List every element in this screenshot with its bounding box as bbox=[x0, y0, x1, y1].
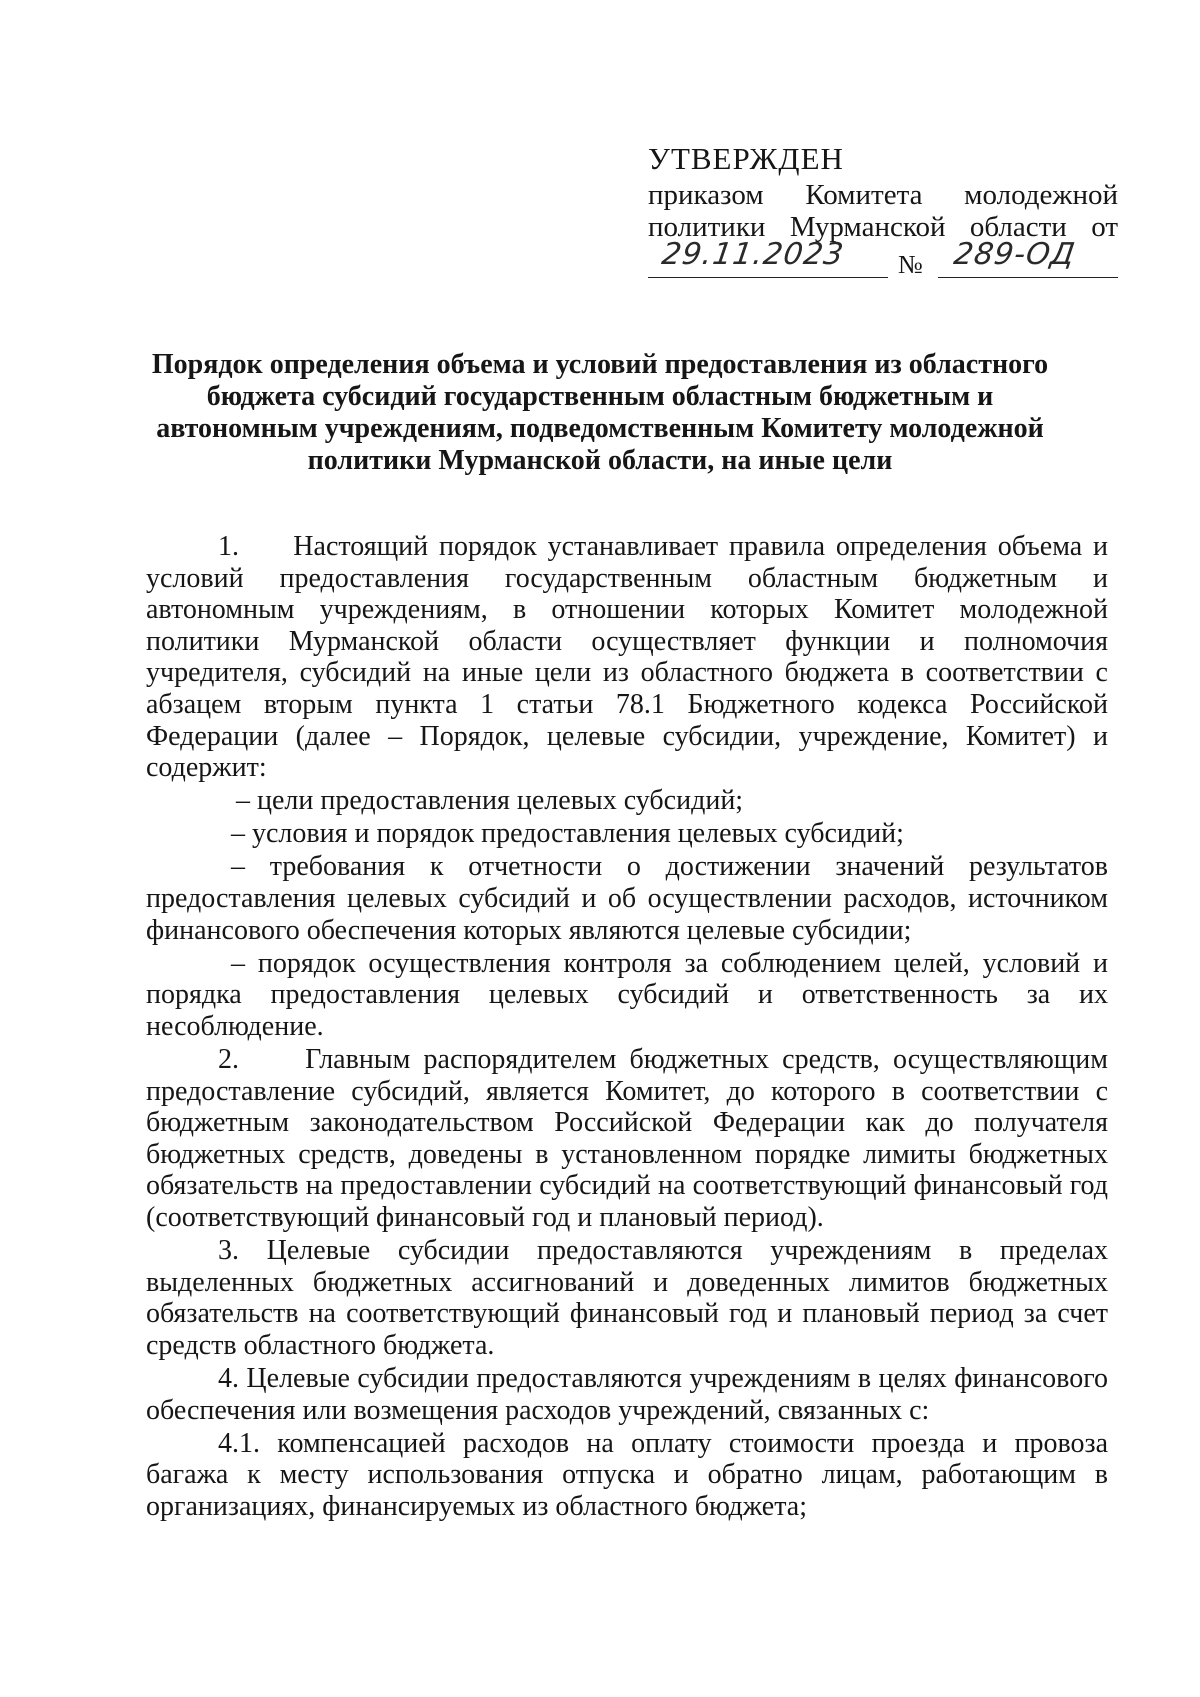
title-line: автономным учреждениям, подведомственным Комитету молодежной bbox=[156, 413, 1044, 444]
paragraph-4: 4. Целевые субсидии предоставляются учреждениям в целях финансового обеспечения или возмещения расходов учреждений, связанных с: bbox=[146, 1362, 1108, 1426]
approval-block bbox=[648, 143, 1118, 281]
title-line: политики Мурманской области, на иные цели bbox=[307, 445, 893, 476]
order-number-label: № bbox=[898, 250, 923, 279]
approval-word: приказом bbox=[648, 179, 764, 211]
approval-line-1 bbox=[648, 179, 1118, 211]
list-item: – порядок осуществления контроля за соблюдением целей, условий и порядка предоставления целевых субсидий и ответственность за их несоблюдение. bbox=[146, 947, 1108, 1042]
list-item: – условия и порядок предоставления целевых субсидий; bbox=[231, 818, 904, 850]
paragraph-2: 2. Главным распорядителем бюджетных средств, осуществляющим предоставление субсидий, является Комитет, до которого в соответствии с бюджетным законодательством Российской Федерации как до получателя бюджетных средств, доведены в установленном порядке лимиты бюджетных обязательств на предоставлении субсидий на соответствующий финансовый год (соответствующий финансовый год и плановый период). bbox=[146, 1044, 1108, 1233]
approval-word: молодежной bbox=[964, 179, 1118, 211]
document-title bbox=[150, 349, 1050, 477]
approval-word: политики bbox=[648, 211, 766, 243]
order-date-field bbox=[648, 237, 888, 278]
title-line: Порядок определения объема и условий предоставления из областного bbox=[151, 349, 1049, 380]
order-number-handwritten: 289-ОД bbox=[951, 237, 1078, 272]
approval-word: области bbox=[969, 211, 1067, 243]
list-item: – цели предоставления целевых субсидий; bbox=[236, 785, 744, 817]
order-number-field bbox=[938, 237, 1118, 278]
approval-word: от bbox=[1091, 211, 1118, 243]
approval-word: Комитета bbox=[805, 179, 923, 211]
list-item: – требования к отчетности о достижении значений результатов предоставления целевых субсидий и об осуществлении расходов, источником финансового обеспечения которых являются целевые субсидии; bbox=[146, 851, 1108, 946]
paragraph-1: 1. Настоящий порядок устанавливает правила определения объема и условий предоставления государственным областным бюджетным и автономным учреждениям, в отношении которых Комитет молодежной политики Мурманской области осуществляет функции и полномочия учредителя, субсидий на иные цели из областного бюджета в соответствии с абзацем вторым пункта 1 статьи 78.1 Бюджетного кодекса Российской Федерации (далее – Порядок, целевые субсидии, учреждение, Комитет) и содержит: bbox=[146, 531, 1108, 784]
document-body bbox=[146, 531, 1108, 1524]
order-date-number-row bbox=[648, 237, 1118, 281]
paragraph-3: 3. Целевые субсидии предоставляются учреждениям в пределах выделенных бюджетных ассигнований и доведенных лимитов бюджетных обязательств на соответствующий финансовый год и плановый период за счет средств областного бюджета. bbox=[146, 1235, 1108, 1361]
title-line: бюджета субсидий государственным областным бюджетным и bbox=[206, 381, 994, 412]
approval-word: Мурманской bbox=[789, 211, 946, 243]
paragraph-4-1: 4.1. компенсацией расходов на оплату стоимости проезда и провоза багажа к месту использования отпуска и обратно лицам, работающим в организациях, финансируемых из областного бюджета; bbox=[146, 1427, 1108, 1522]
approval-heading: УТВЕРЖДЕН bbox=[648, 141, 844, 176]
order-date-handwritten: 29.11.2023 bbox=[659, 237, 847, 272]
